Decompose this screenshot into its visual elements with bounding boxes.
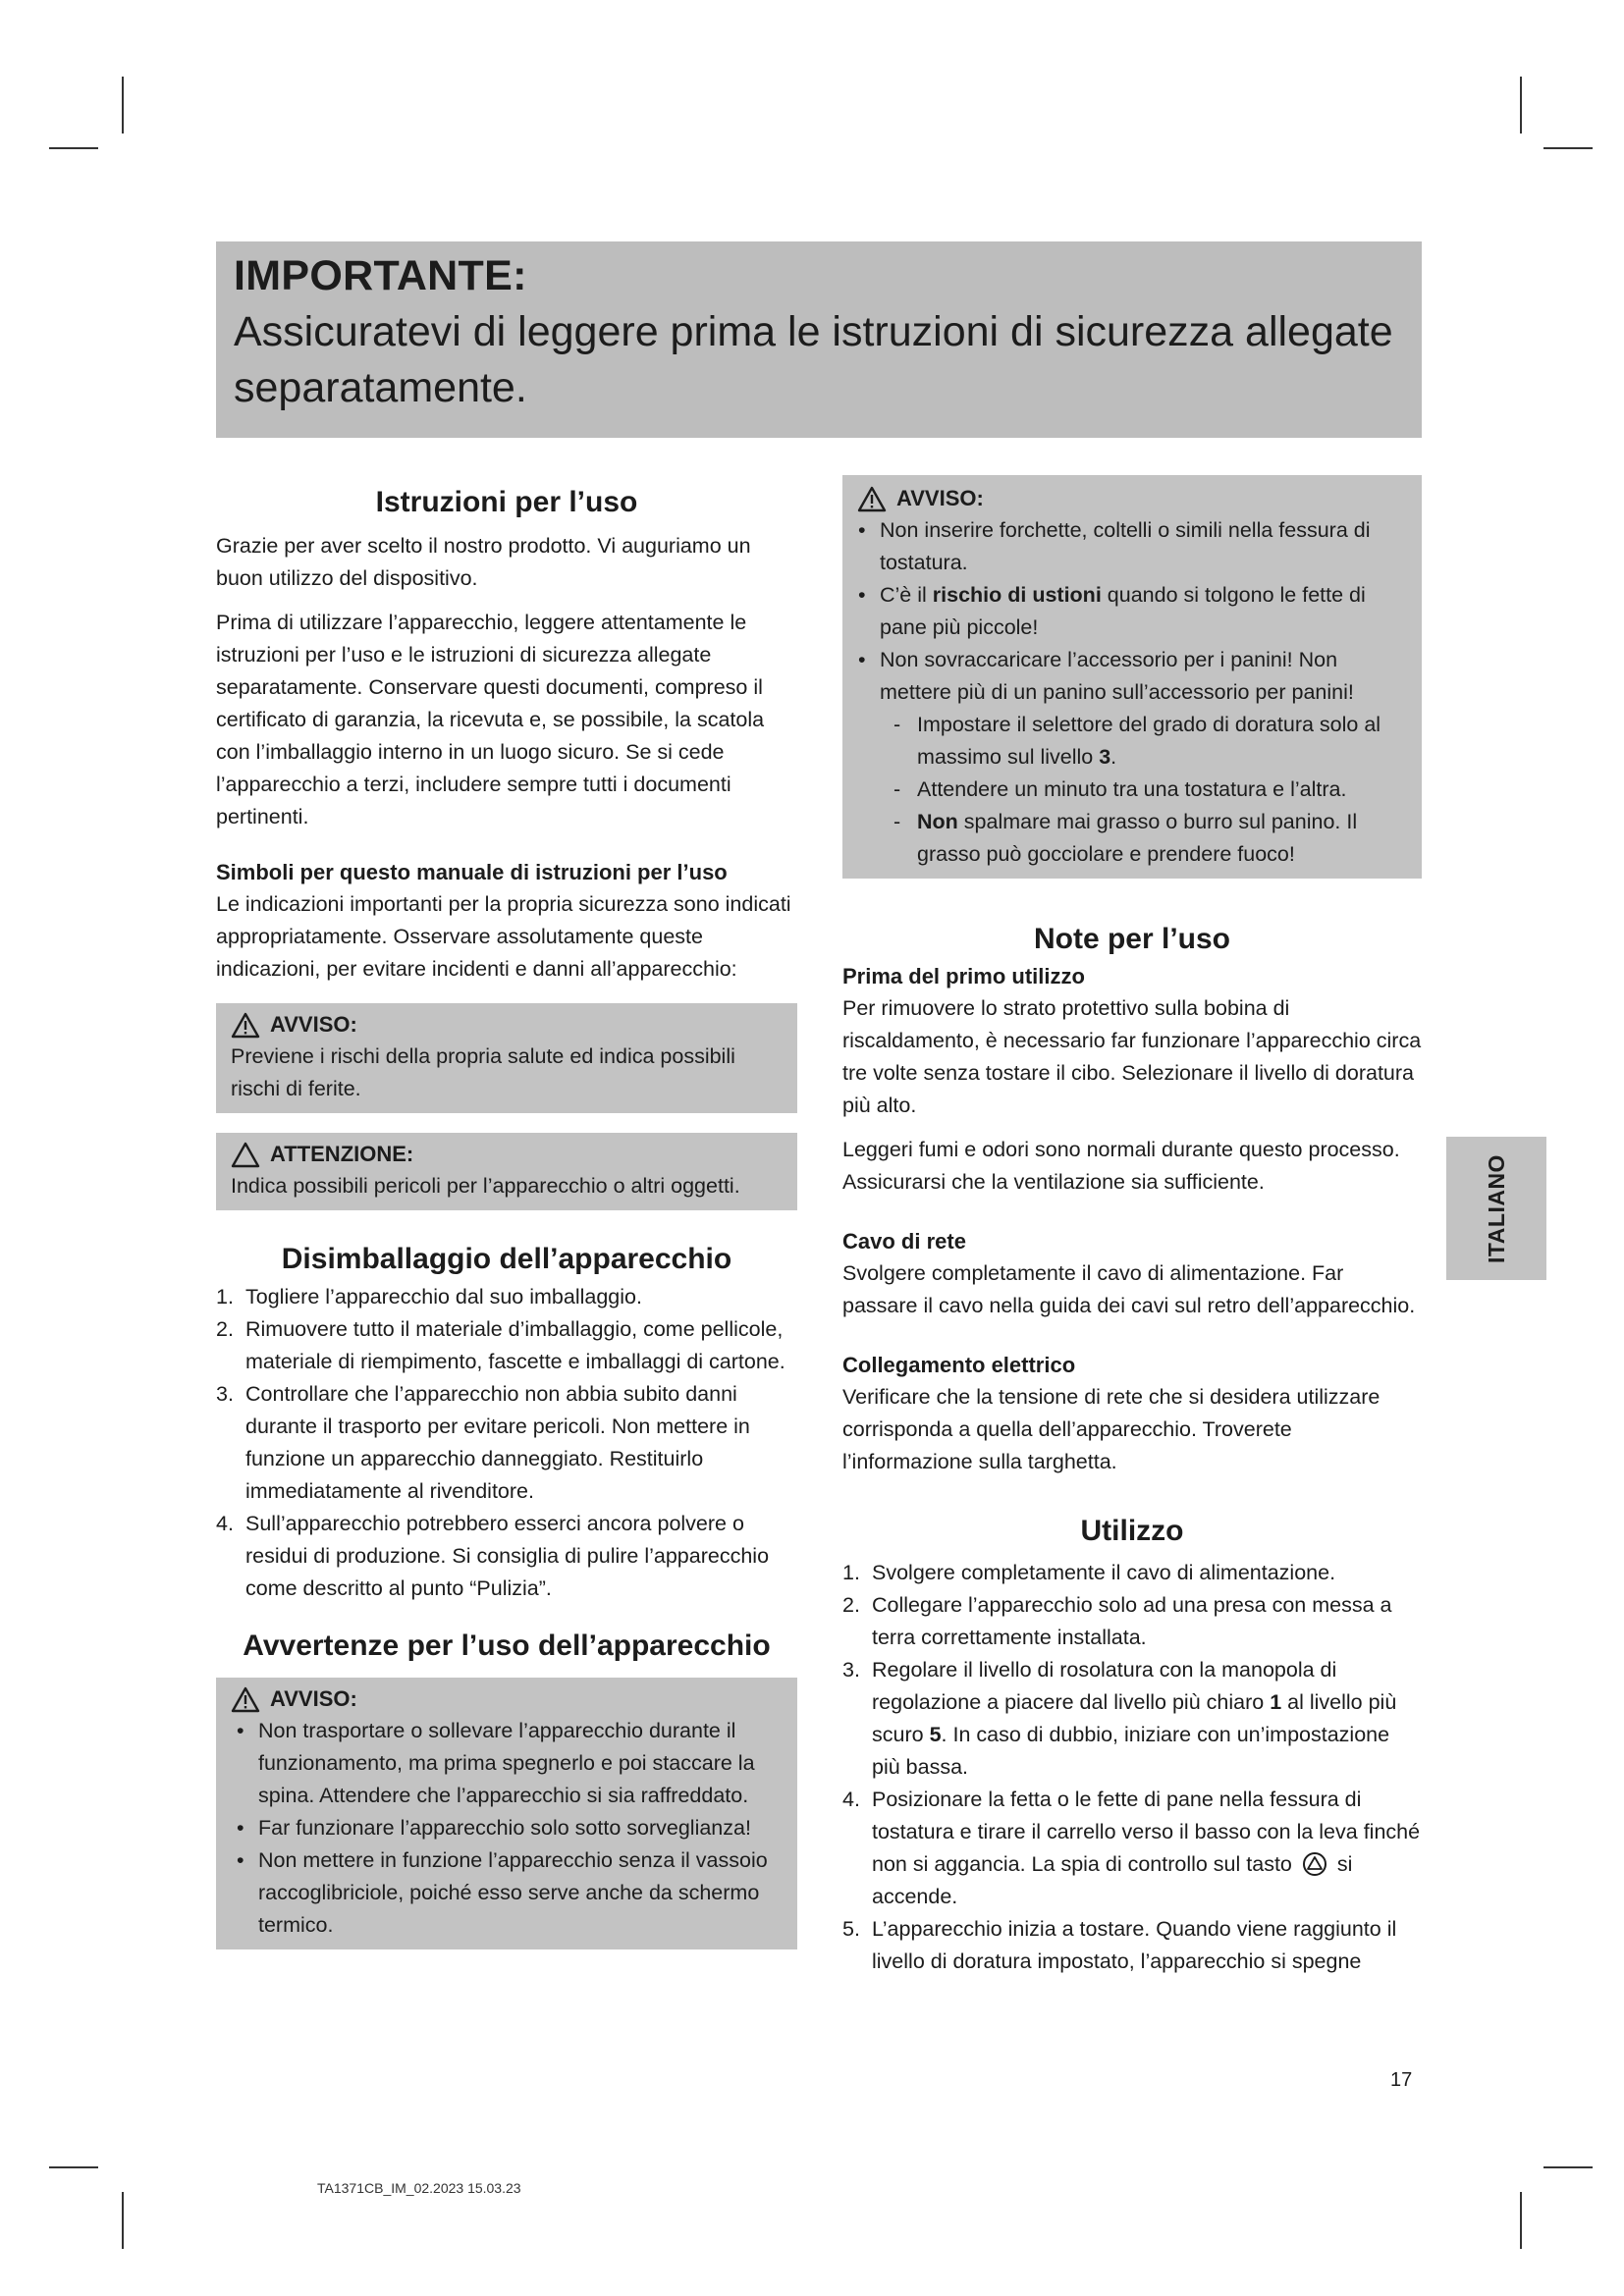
- list-item: • C’è il rischio di ustioni quando si tolgono le fette di pane più piccole!: [852, 579, 1407, 644]
- list-item: • Non sovraccaricare l’accessorio per i panini! Non mettere più di un panino sull’accessorio per panini!: [852, 644, 1407, 709]
- warning-triangle-icon: [231, 1686, 260, 1713]
- list-item: • Far funzionare l’apparecchio solo sotto sorveglianza!: [231, 1812, 783, 1844]
- unpacking-list: [216, 1281, 797, 1605]
- banner-line-1: Assicuratevi di leggere prima le istruzioni di sicurezza allegate: [234, 308, 1393, 355]
- paragraph-electric: Verificare che la tensione di rete che si desidera utilizzare corrisponda a quella dell’apparecchio. Troverete l’informazione sulla targhetta.: [842, 1385, 1380, 1473]
- warning-box-toaster: [842, 475, 1422, 879]
- toast-button-icon: [1302, 1851, 1327, 1877]
- warning-box-avviso: [216, 1003, 797, 1113]
- section-title-usage: Utilizzo: [1080, 1515, 1184, 1547]
- list-item: 1. Togliere l’apparecchio dal suo imballaggio.: [216, 1285, 642, 1308]
- list-item: • Non mettere in funzione l’apparecchio senza il vassoio raccoglibriciole, poiché esso serve anche da schermo termico.: [231, 1844, 783, 1942]
- list-item: 4. Posizionare la fetta o le fette di pane nella fessura di tostatura e tirare il carrello verso il basso con la leva finché non si aggancia. La spia di controllo sul tasto si accende.: [842, 1788, 1421, 1908]
- banner-line-2: separatamente.: [234, 364, 527, 411]
- heading-cable: Cavo di rete: [842, 1229, 966, 1254]
- list-item: 5. L’apparecchio inizia a tostare. Quando viene raggiunto il livello di doratura impostato, l’apparecchio si spegne: [842, 1917, 1397, 1973]
- warning-bullet-list: [852, 514, 1407, 709]
- caution-triangle-icon: [231, 1142, 260, 1168]
- crop-mark: [1520, 77, 1522, 133]
- heading-symbols: Simboli per questo manuale di istruzioni per l’uso: [216, 860, 728, 884]
- caution-box-attenzione: [216, 1133, 797, 1210]
- caution-text: Indica possibili pericoli per l’apparecchio o altri oggetti.: [231, 1174, 740, 1198]
- page-number: 17: [1390, 2069, 1413, 2091]
- paragraph-smoke: Leggeri fumi e odori sono normali durante questo processo. Assicurarsi che la ventilazione sia sufficiente.: [842, 1138, 1400, 1194]
- warning-triangle-icon: [857, 486, 887, 512]
- crop-mark: [1543, 147, 1593, 149]
- paragraph-thanks: Grazie per aver scelto il nostro prodotto. Vi auguriamo un buon utilizzo del dispositivo.: [216, 534, 751, 590]
- paragraph-read-instructions: Prima di utilizzare l’apparecchio, leggere attentamente le istruzioni per l’uso e le istruzioni di sicurezza allegate separatamente. Conservare questi documenti, compreso il certificato di garanzia, la ricevuta e, se possibile, la scatola con l’imballaggio interno in un luogo sicuro. Se si cede l’apparecchio a terzi, includere sempre tutti i documenti pertinenti.: [216, 611, 765, 828]
- language-label: ITALIANO: [1483, 1153, 1509, 1263]
- section-title-unpacking: Disimballaggio dell’apparecchio: [281, 1243, 732, 1275]
- warning-title: AVVISO:: [896, 486, 984, 510]
- crop-mark: [49, 147, 98, 149]
- list-item: - Impostare il selettore del grado di doratura solo al massimo sul livello 3.: [852, 709, 1407, 774]
- crop-mark: [1543, 2166, 1593, 2168]
- left-column: [216, 483, 797, 1949]
- footer-code: TA1371CB_IM_02.2023 15.03.23: [317, 2180, 521, 2196]
- warning-title: AVVISO:: [270, 1686, 357, 1711]
- crop-mark: [1520, 2192, 1522, 2249]
- banner-title: IMPORTANTE:: [234, 252, 527, 299]
- warning-triangle-icon: [231, 1012, 260, 1039]
- warning-title: AVVISO:: [270, 1012, 357, 1037]
- warning-sub-list: [852, 709, 1407, 871]
- right-column: [842, 475, 1422, 1978]
- heading-first-use: Prima del primo utilizzo: [842, 964, 1085, 988]
- important-banner: [216, 241, 1422, 438]
- list-item: - Attendere un minuto tra una tostatura e l’altra.: [852, 774, 1407, 806]
- list-item: 3. Controllare che l’apparecchio non abbia subito danni durante il trasporto per evitare pericoli. Non mettere in funzione un apparecchio danneggiato. Restituirlo immediatamente al rivenditore.: [216, 1382, 750, 1503]
- warning-text: Previene i rischi della propria salute ed indica possibili rischi di ferite.: [231, 1044, 735, 1100]
- list-item: 3. Regolare il livello di rosolatura con la manopola di regolazione a piacere dal livello più chiaro 1 al livello più scuro 5. In caso di dubbio, iniziare con un’impostazione più bassa.: [842, 1658, 1397, 1779]
- list-item: • Non inserire forchette, coltelli o simili nella fessura di tostatura.: [852, 514, 1407, 579]
- list-item: 4. Sull’apparecchio potrebbero esserci ancora polvere o residui di produzione. Si consiglia di pulire l’apparecchio come descritto al punto “Pulizia”.: [216, 1512, 770, 1600]
- crop-mark: [49, 2166, 98, 2168]
- list-item: 2. Collegare l’apparecchio solo ad una presa con messa a terra correttamente installata.: [842, 1593, 1392, 1649]
- crop-mark: [122, 2192, 124, 2249]
- paragraph-cable: Svolgere completamente il cavo di alimentazione. Far passare il cavo nella guida dei cavi sul retro dell’apparecchio.: [842, 1261, 1416, 1317]
- language-side-tab: [1446, 1137, 1546, 1280]
- heading-electric: Collegamento elettrico: [842, 1353, 1076, 1377]
- section-title-notes: Note per l’uso: [1033, 923, 1231, 955]
- section-title-warnings-use: Avvertenze per l’uso dell’apparecchio: [243, 1629, 771, 1662]
- crop-mark: [122, 77, 124, 133]
- section-title-instructions: Istruzioni per l’uso: [375, 486, 638, 518]
- list-item: - Non spalmare mai grasso o burro sul panino. Il grasso può gocciolare e prendere fuoco!: [852, 806, 1407, 871]
- list-item: 2. Rimuovere tutto il materiale d’imballaggio, come pellicole, materiale di riempimento, fascette e imballaggi di cartone.: [216, 1317, 785, 1373]
- usage-list: [842, 1557, 1422, 1978]
- paragraph-symbols: Le indicazioni importanti per la propria sicurezza sono indicati appropriatamente. Osservare assolutamente queste indicazioni, per evitare incidenti e danni all’apparecchio:: [216, 892, 791, 981]
- warning-bullet-list: [231, 1715, 783, 1942]
- list-item: • Non trasportare o sollevare l’apparecchio durante il funzionamento, ma prima spegnerlo e poi staccare la spina. Attendere che l’apparecchio si sia raffreddato.: [231, 1715, 783, 1812]
- caution-title: ATTENZIONE:: [270, 1142, 414, 1166]
- paragraph-first-use: Per rimuovere lo strato protettivo sulla bobina di riscaldamento, è necessario far funzionare l’apparecchio circa tre volte senza tostare il cibo. Selezionare il livello di doratura più alto.: [842, 996, 1422, 1117]
- warning-box-use: [216, 1678, 797, 1949]
- list-item: 1. Svolgere completamente il cavo di alimentazione.: [842, 1561, 1336, 1584]
